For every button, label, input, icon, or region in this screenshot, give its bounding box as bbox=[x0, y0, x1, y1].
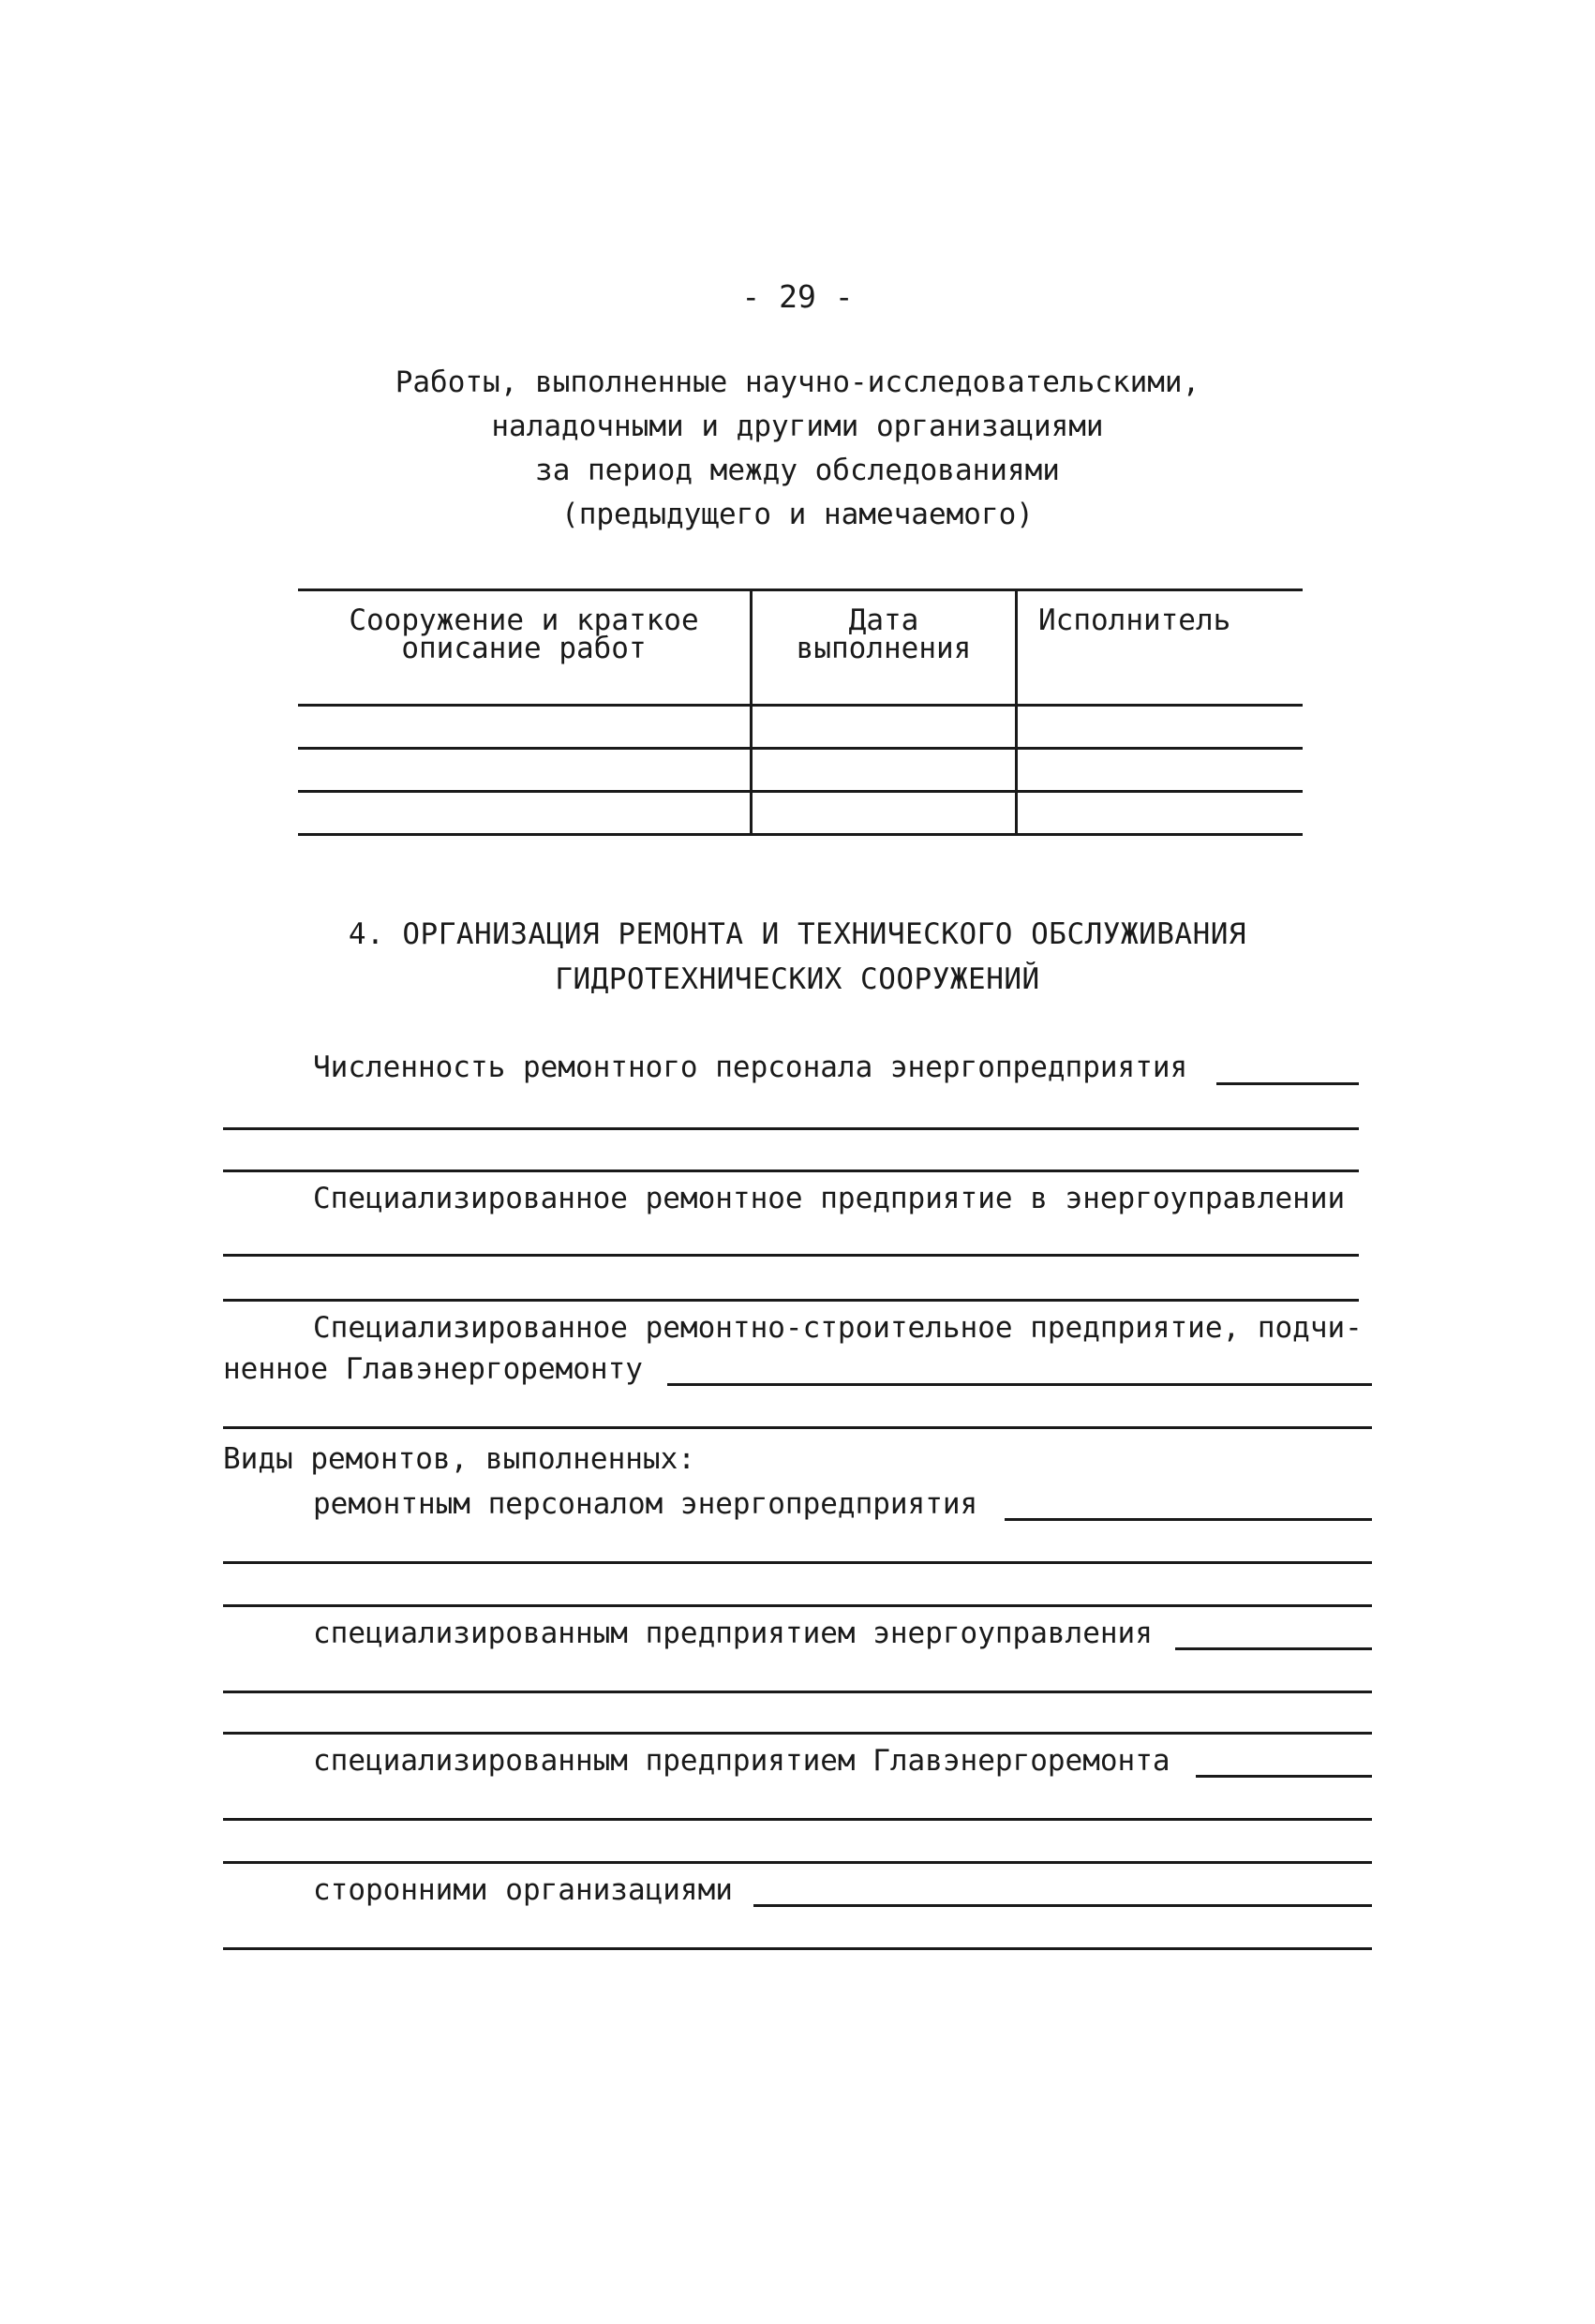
subordinate-enterprise-label-cont: ненное Главэнергоремонту bbox=[223, 1352, 643, 1386]
heading-line: за период между обследованиями bbox=[535, 454, 1060, 487]
repair-kind-label: ремонтным персоналом энергопредприятия bbox=[313, 1487, 978, 1521]
heading-line: Работы, выполненные научно-исследовательскими, bbox=[395, 365, 1200, 399]
table-cell[interactable] bbox=[752, 792, 1017, 835]
staff-count-field[interactable] bbox=[1216, 1082, 1359, 1085]
repair-kind-label: специализированным предприятием Главэнергоремонта bbox=[313, 1744, 1170, 1778]
table-row bbox=[298, 792, 1303, 835]
fill-line[interactable] bbox=[223, 1299, 1359, 1302]
column-header-executor bbox=[1017, 590, 1304, 706]
fill-line[interactable] bbox=[223, 1732, 1372, 1735]
table-header-row bbox=[298, 590, 1303, 706]
table-cell[interactable] bbox=[1017, 792, 1304, 835]
subordinate-enterprise-field[interactable] bbox=[667, 1383, 1372, 1386]
section-title: 4. ОРГАНИЗАЦИЯ РЕМОНТА И ТЕХНИЧЕСКОГО ОБСЛУЖИВАНИЯ bbox=[348, 917, 1247, 951]
repair-kind-field[interactable] bbox=[1175, 1647, 1372, 1650]
column-header-line: Дата bbox=[848, 603, 919, 637]
fill-line[interactable] bbox=[223, 1426, 1372, 1429]
column-header-line: описание работ bbox=[401, 632, 647, 665]
table-cell[interactable] bbox=[1017, 706, 1304, 749]
staff-count-label: Численность ремонтного персонала энергопредприятия bbox=[313, 1050, 1188, 1084]
fill-line[interactable] bbox=[223, 1691, 1372, 1693]
table-row bbox=[298, 706, 1303, 749]
subordinate-enterprise-label: Специализированное ремонтно-строительное предприятие, подчи- bbox=[313, 1311, 1363, 1345]
column-header-structure bbox=[298, 590, 752, 706]
fill-line[interactable] bbox=[223, 1604, 1372, 1607]
repair-kind-label: сторонними организациями bbox=[313, 1873, 733, 1907]
table-cell[interactable] bbox=[298, 706, 752, 749]
table-cell[interactable] bbox=[1017, 749, 1304, 792]
table-cell[interactable] bbox=[298, 792, 752, 835]
special-enterprise-label: Специализированное ремонтное предприятие в энергоуправлении bbox=[313, 1182, 1346, 1215]
fill-line[interactable] bbox=[223, 1254, 1359, 1257]
fill-line[interactable] bbox=[223, 1169, 1359, 1172]
section-subtitle: ГИДРОТЕХНИЧЕСКИХ СООРУЖЕНИЙ bbox=[555, 962, 1040, 996]
table-cell[interactable] bbox=[298, 749, 752, 792]
column-header-line: Сооружение и краткое bbox=[349, 603, 699, 637]
fill-line[interactable] bbox=[223, 1127, 1359, 1130]
repair-kind-field[interactable] bbox=[1196, 1775, 1372, 1778]
heading-line: наладочными и другими организациями bbox=[491, 410, 1104, 443]
heading-line: (предыдущего и намечаемого) bbox=[561, 498, 1034, 531]
column-header-line: Исполнитель bbox=[1038, 603, 1231, 637]
page-number: - 29 - bbox=[741, 278, 854, 315]
fill-line[interactable] bbox=[223, 1561, 1372, 1564]
table-row bbox=[298, 749, 1303, 792]
repair-kind-field[interactable] bbox=[753, 1904, 1372, 1907]
fill-line[interactable] bbox=[223, 1861, 1372, 1864]
repair-kind-label: специализированным предприятием энергоуправления bbox=[313, 1616, 1153, 1650]
fill-line[interactable] bbox=[223, 1947, 1372, 1950]
table-cell[interactable] bbox=[752, 749, 1017, 792]
column-header-line: выполнения bbox=[796, 632, 972, 665]
works-table bbox=[298, 588, 1303, 836]
column-header-date bbox=[752, 590, 1017, 706]
repair-kind-field[interactable] bbox=[1005, 1518, 1372, 1521]
fill-line[interactable] bbox=[223, 1818, 1372, 1821]
works-heading bbox=[0, 361, 1595, 537]
repair-kinds-label: Виды ремонтов, выполненных: bbox=[223, 1442, 695, 1476]
table-cell[interactable] bbox=[752, 706, 1017, 749]
